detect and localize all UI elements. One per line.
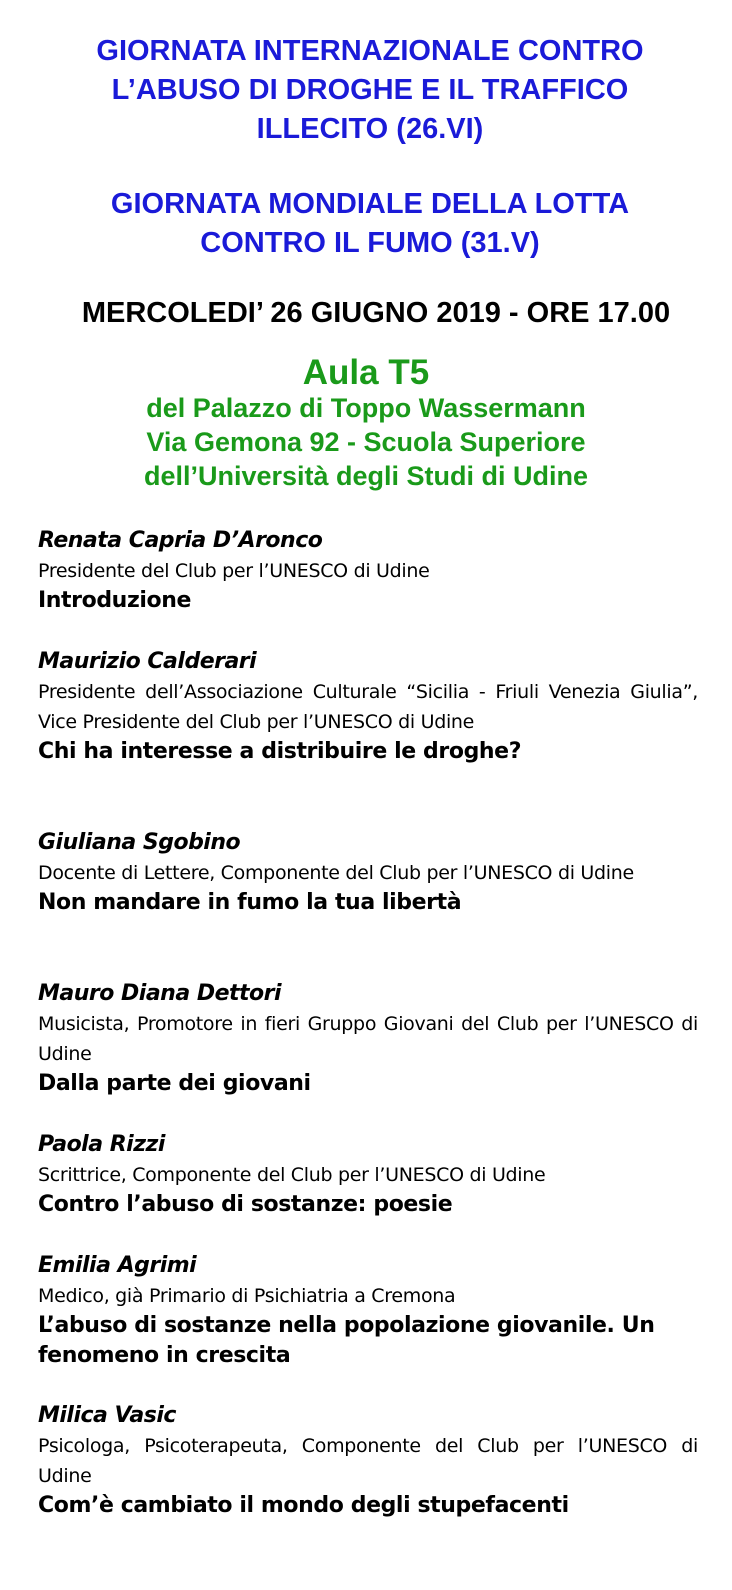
talk-title: L’abuso di sostanze nella popolazione giovanile. Un fenomeno in crescita <box>38 1313 655 1368</box>
speaker-entry <box>38 526 698 616</box>
secondary-title-line-2: CONTRO IL FUMO (31.V) <box>200 227 540 259</box>
speaker-entry <box>38 979 698 1099</box>
speaker-role: Medico, già Primario di Psichiatria a Cremona <box>38 1285 456 1307</box>
speaker-entry <box>38 1401 698 1521</box>
speaker-name: Mauro Diana Dettori <box>38 981 282 1006</box>
main-title-line-3: ILLECITO (26.VI) <box>256 113 484 145</box>
event-datetime: MERCOLEDI’ 26 GIUGNO 2019 - ORE 17.00 <box>81 297 671 329</box>
speaker-role: Musicista, Promotore in fieri Gruppo Giovani del Club per l’UNESCO di Udine <box>38 1013 698 1065</box>
talk-title: Chi ha interesse a distribuire le droghe? <box>38 739 522 764</box>
talk-title: Non mandare in fumo la tua libertà <box>38 890 462 915</box>
venue-line-3: dell’Università degli Studi di Udine <box>143 461 589 491</box>
speaker-entry <box>38 1130 698 1220</box>
main-title <box>20 32 720 149</box>
talk-title: Dalla parte dei giovani <box>38 1071 311 1096</box>
speaker-role: Presidente dell’Associazione Culturale “Sicilia - Friuli Venezia Giulia”, Vice Presidente del Club per l’UNESCO di Udine <box>38 681 698 733</box>
main-title-line-2: L’ABUSO DI DROGHE E IL TRAFFICO <box>111 74 629 106</box>
speaker-entry <box>38 828 698 918</box>
talk-title: Contro l’abuso di sostanze: poesie <box>38 1192 453 1217</box>
main-title-line-1: GIORNATA INTERNAZIONALE CONTRO <box>96 35 644 67</box>
talk-title: Com’è cambiato il mondo degli stupefacenti <box>38 1493 569 1518</box>
speaker-entry <box>38 647 698 767</box>
secondary-title <box>20 185 720 263</box>
speaker-role: Presidente del Club per l’UNESCO di Udine <box>38 560 430 582</box>
speaker-name: Milica Vasic <box>38 1403 176 1428</box>
speaker-entry <box>38 1251 698 1371</box>
speaker-name: Giuliana Sgobino <box>38 830 241 855</box>
speaker-name: Maurizio Calderari <box>38 649 257 674</box>
venue-line-2: Via Gemona 92 - Scuola Superiore <box>146 427 586 457</box>
talk-title: Introduzione <box>38 588 191 613</box>
speaker-role: Scrittrice, Componente del Club per l’UNESCO di Udine <box>38 1164 546 1186</box>
speaker-name: Paola Rizzi <box>38 1132 165 1157</box>
speaker-name: Renata Capria D’Aronco <box>38 528 323 553</box>
speaker-name: Emilia Agrimi <box>38 1253 197 1278</box>
venue-address <box>0 391 732 493</box>
secondary-title-line-1: GIORNATA MONDIALE DELLA LOTTA <box>110 188 630 220</box>
speaker-role: Psicologa, Psicoterapeuta, Componente del Club per l’UNESCO di Udine <box>38 1435 698 1487</box>
venue-room: Aula T5 <box>302 353 430 392</box>
speaker-role: Docente di Lettere, Componente del Club per l’UNESCO di Udine <box>38 862 634 884</box>
venue-line-1: del Palazzo di Toppo Wassermann <box>146 393 586 423</box>
